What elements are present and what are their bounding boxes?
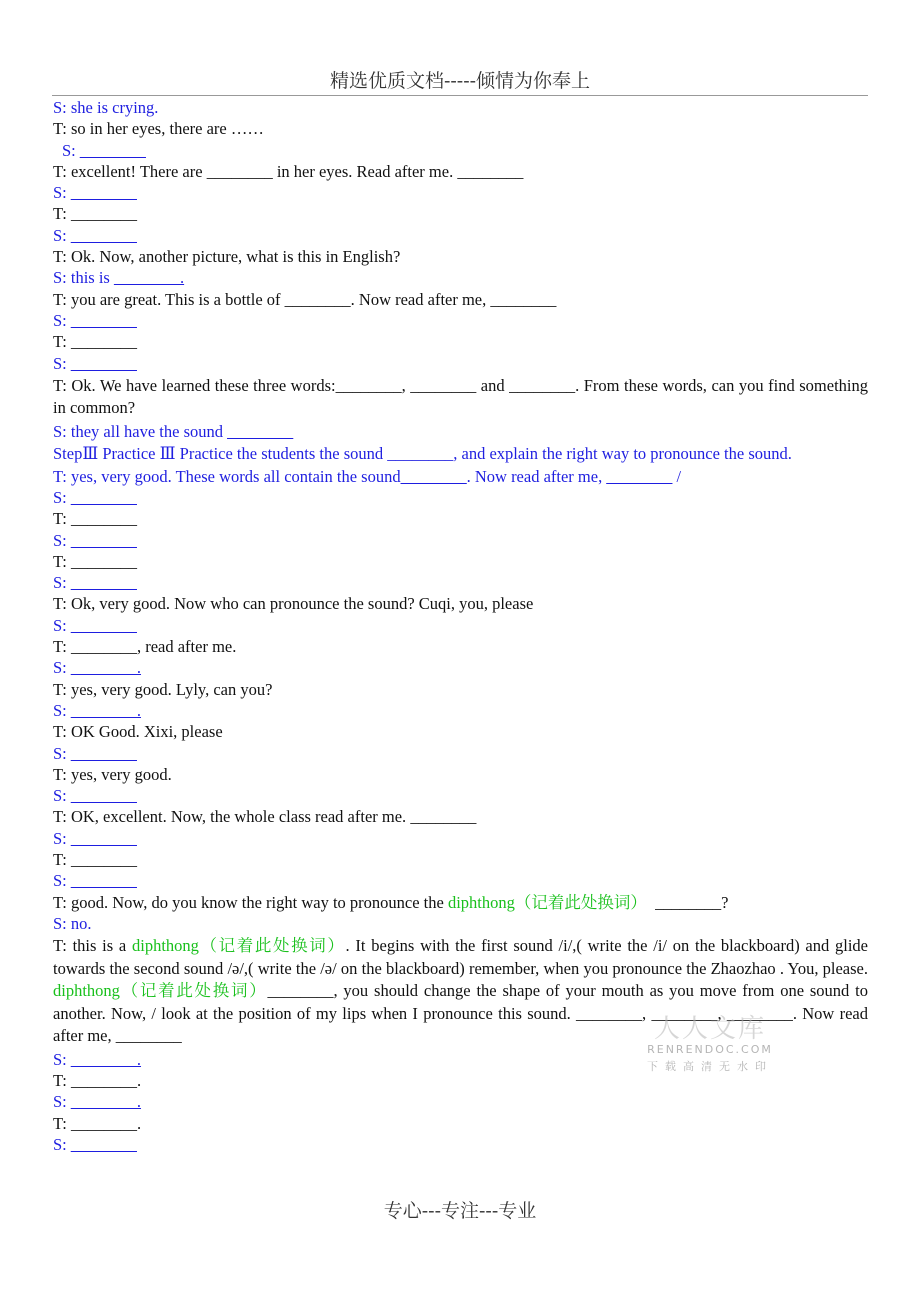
- answer-blank: ________: [70, 871, 137, 891]
- answer-blank: ________: [70, 743, 137, 763]
- dialogue-line: [53, 421, 868, 442]
- speaker: S:: [53, 615, 71, 635]
- dialogue-line: [53, 1134, 868, 1155]
- speaker: S:: [53, 573, 71, 593]
- speaker: S:: [53, 1092, 71, 1112]
- dialogue-line: S: she is crying.: [53, 98, 159, 117]
- dialogue-paragraph: T: Ok. We have learned these three words:________, ________ and ________. From these words, can you find something in common?: [53, 375, 868, 418]
- line-text: T: you are great. This is a bottle of: [53, 289, 285, 309]
- speaker: S:: [53, 743, 71, 763]
- dialogue-line: [53, 353, 868, 374]
- dialogue-line: [53, 1049, 868, 1070]
- dialogue-line: [53, 1113, 868, 1134]
- header-divider: [52, 95, 868, 96]
- speaker: S:: [53, 871, 71, 891]
- speaker: S:: [53, 530, 71, 550]
- dialogue-line: [53, 892, 868, 913]
- answer-blank: ________: [70, 828, 137, 848]
- dialogue-line: [53, 743, 868, 764]
- answer-blank: ________: [206, 161, 273, 181]
- dialogue-line: [53, 700, 868, 721]
- answer-blank: ________: [70, 183, 137, 203]
- line-text: . Now read after me,: [350, 289, 491, 309]
- answer-blank: ________.: [113, 268, 185, 288]
- answer-blank: ________: [70, 332, 137, 352]
- line-text: T: excellent! There are: [53, 161, 207, 181]
- dialogue-line: [53, 828, 868, 849]
- answer-blank: ________.: [70, 658, 142, 678]
- line-text: T: this is a: [53, 936, 133, 956]
- dialogue-line: [53, 140, 868, 161]
- answer-blank: ________: [70, 637, 137, 657]
- answer-blank: ________.: [70, 700, 142, 720]
- answer-blank: ________: [655, 892, 722, 912]
- line-text: [647, 893, 655, 912]
- line-text: , you should change the shape of your mouth as you move from one sound to another. Now, / look at the position of my lips when I pronounce this sound. ________, ________, ________. Now read after me,: [53, 981, 868, 1046]
- dialogue-line: T: yes, very good. Lyly, can you?: [53, 679, 273, 699]
- step-heading: StepⅢ Practice Ⅲ Practice the students the sound ________, and explain the right way to pronounce the sound.: [53, 444, 792, 464]
- dialogue-line: [53, 267, 868, 288]
- speaker: S:: [53, 700, 71, 720]
- answer-blank: ________: [70, 225, 137, 245]
- answer-blank: ________: [284, 289, 351, 309]
- dialogue-line: T: Ok. Now, another picture, what is this in English?: [53, 247, 401, 267]
- dialogue-line: T: yes, very good.: [53, 764, 172, 784]
- dialogue-line: [53, 182, 868, 203]
- page-header: 精选优质文档-----倾情为你奉上: [329, 70, 591, 92]
- dialogue-line: [53, 572, 868, 593]
- answer-blank: ________: [70, 509, 137, 529]
- speaker: T:: [53, 1113, 71, 1133]
- speaker: T:: [53, 332, 71, 352]
- dialogue-line: [53, 203, 868, 224]
- watermark-tagline: 下载高清无水印: [647, 1060, 773, 1073]
- dialogue-line: [53, 487, 868, 508]
- dialogue-line: T: OK Good. Xixi, please: [53, 722, 223, 742]
- answer-blank: ________: [490, 289, 557, 309]
- dialogue-line: [53, 657, 868, 678]
- answer-blank: ________.: [70, 1049, 142, 1069]
- line-text: S: this is: [53, 268, 114, 288]
- dialogue-line: [53, 551, 868, 572]
- speaker: S:: [53, 487, 71, 507]
- document-body: [53, 97, 868, 1155]
- dialogue-line: [53, 870, 868, 891]
- watermark-logo: 人人文库: [653, 1014, 766, 1044]
- answer-blank: ________: [606, 466, 673, 486]
- answer-blank: ________.: [70, 1113, 142, 1133]
- dialogue-line: [53, 615, 868, 636]
- line-text: /: [672, 466, 682, 486]
- answer-blank: ________: [70, 1134, 137, 1154]
- watermark-url: RENRENDOC.COM: [647, 1043, 773, 1056]
- dialogue-line: [53, 508, 868, 529]
- diphthong-term: diphthong（记着此处换词）: [53, 981, 268, 1001]
- speaker: S:: [53, 658, 71, 678]
- dialogue-line: T: so in her eyes, there are ……: [53, 119, 264, 139]
- dialogue-line: [53, 636, 868, 657]
- answer-blank: ________: [70, 573, 137, 593]
- dialogue-line: [53, 1070, 868, 1091]
- answer-blank: ________.: [70, 1092, 142, 1112]
- dialogue-line: [53, 289, 868, 310]
- answer-blank: ________: [70, 310, 137, 330]
- speaker: S:: [53, 353, 71, 373]
- diphthong-term: diphthong（记着此处换词）: [132, 936, 346, 956]
- dialogue-line: [53, 530, 868, 551]
- dialogue-line: [53, 785, 868, 806]
- dialogue-line: [53, 806, 868, 827]
- answer-blank: ________: [70, 530, 137, 550]
- answer-blank: ________.: [70, 1070, 142, 1090]
- answer-blank: ________: [115, 1026, 182, 1046]
- answer-blank: ________: [410, 807, 477, 827]
- dialogue-line: [53, 225, 868, 246]
- line-text: . It begins with the first sound /i/,( write the /i/ on the blackboard) and glide towards the second sound /ə/,( write the /ə/ on the blackboard) remember, when you pronounce the Zhaozhao . You, please.: [53, 936, 868, 978]
- line-text: S: they all have the sound: [53, 421, 228, 441]
- speaker: S:: [53, 1049, 71, 1069]
- line-text: . Now read after me,: [466, 466, 607, 486]
- dialogue-line: [53, 466, 868, 487]
- answer-blank: ________: [70, 204, 137, 224]
- line-text: T: good. Now, do you know the right way to pronounce the: [53, 892, 448, 912]
- speaker: S:: [53, 310, 71, 330]
- dialogue-paragraph: [53, 935, 868, 1048]
- dialogue-line: S: no.: [53, 913, 92, 933]
- speaker: T:: [53, 509, 71, 529]
- page-footer: 专心---专注---专业: [383, 1200, 537, 1222]
- answer-blank: ________: [79, 140, 146, 160]
- speaker: S:: [53, 786, 71, 806]
- speaker: T:: [53, 204, 71, 224]
- diphthong-term: diphthong（记着此处换词）: [447, 892, 647, 912]
- answer-blank: ________: [70, 487, 137, 507]
- line-text: , read after me.: [136, 637, 237, 657]
- answer-blank: ________: [70, 850, 137, 869]
- answer-blank: ________: [70, 551, 137, 571]
- line-text: T: yes, very good. These words all contain the sound: [53, 466, 401, 486]
- answer-blank: ________: [400, 466, 467, 486]
- speaker: S:: [53, 828, 71, 848]
- speaker: S:: [62, 140, 80, 160]
- answer-blank: ________: [70, 615, 137, 635]
- dialogue-line: [53, 331, 868, 352]
- speaker: T:: [53, 1070, 71, 1090]
- answer-blank: ________: [227, 421, 294, 441]
- dialogue-line: [53, 310, 868, 331]
- dialogue-line: [53, 1091, 868, 1112]
- speaker: T:: [53, 551, 71, 571]
- line-text: ?: [721, 892, 729, 912]
- speaker: S:: [53, 1134, 71, 1154]
- speaker: S:: [53, 225, 71, 245]
- line-text: in her eyes. Read after me.: [272, 161, 458, 181]
- answer-blank: ________: [70, 353, 137, 373]
- dialogue-line: [53, 161, 868, 182]
- speaker: T:: [53, 637, 71, 657]
- speaker: T:: [53, 850, 71, 869]
- speaker: S:: [53, 183, 71, 203]
- answer-blank: ________: [457, 161, 524, 181]
- dialogue-line: T: Ok, very good. Now who can pronounce the sound? Cuqi, you, please: [53, 594, 534, 614]
- answer-blank: ________: [70, 786, 137, 806]
- answer-blank: ________: [267, 981, 334, 1001]
- line-text: T: OK, excellent. Now, the whole class read after me.: [53, 807, 411, 827]
- dialogue-line: [53, 849, 868, 870]
